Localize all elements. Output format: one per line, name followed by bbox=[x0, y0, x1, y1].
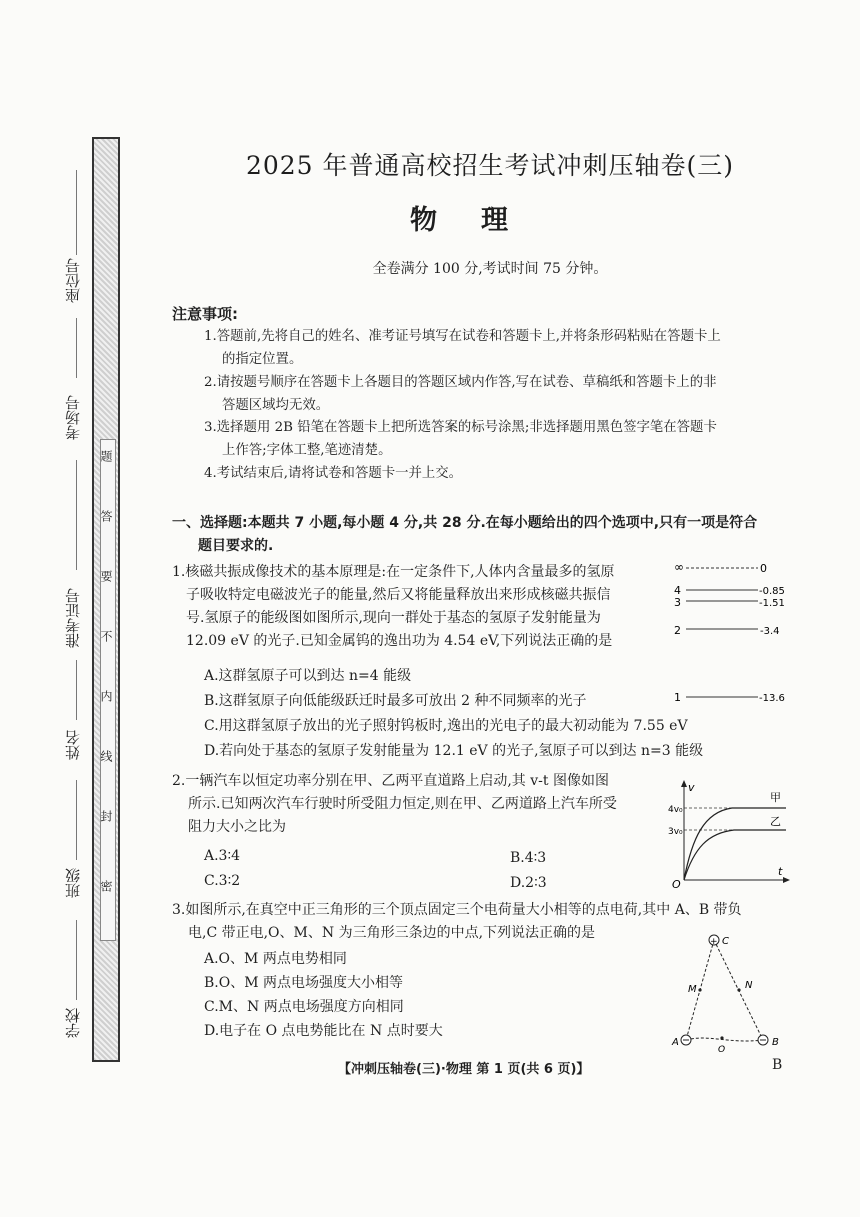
level-e-4: -0.85 bbox=[759, 586, 785, 597]
label-o: O bbox=[718, 1045, 726, 1055]
name-label: 姓名 bbox=[64, 730, 82, 760]
triangle-diagram bbox=[668, 928, 792, 1056]
curve-yi bbox=[684, 830, 786, 880]
notice-item bbox=[204, 462, 792, 485]
school-line bbox=[76, 920, 77, 1000]
exam-title: 2025 年普通高校招生考试冲刺压轴卷(三) bbox=[245, 151, 735, 180]
level-e-2: -3.4 bbox=[760, 626, 780, 637]
question-line: 号.氢原子的能级图如图所示,现向一群处于基态的氢原子发射能量为 bbox=[186, 610, 601, 626]
question-line: 1.核磁共振成像技术的基本原理是:在一定条件下,人体内含量最多的氢原 bbox=[172, 564, 615, 580]
v-axis-label: v bbox=[688, 781, 695, 794]
notice-item bbox=[204, 416, 792, 462]
seal-char: 要 bbox=[99, 570, 113, 582]
curve-yi-label: 乙 bbox=[770, 815, 781, 828]
exam-number-label: 准考证号 bbox=[64, 588, 82, 648]
notice-line: 4.考试结束后,请将试卷和答题卡一并上交。 bbox=[204, 466, 463, 481]
seat-number-label: 座位号 bbox=[64, 258, 82, 303]
label-a: A bbox=[672, 1037, 679, 1048]
notice-item bbox=[204, 371, 792, 417]
seal-line-box bbox=[100, 439, 116, 941]
subject-title: 物理 bbox=[410, 205, 552, 236]
level-e-3: -1.51 bbox=[759, 598, 785, 609]
point-m bbox=[698, 988, 701, 991]
side-ab bbox=[686, 1038, 763, 1041]
seal-char: 密 bbox=[99, 880, 113, 892]
room-number-label: 考场号 bbox=[64, 395, 82, 440]
question-2 bbox=[172, 770, 672, 839]
question-1 bbox=[172, 561, 672, 653]
level-n-4: 4 bbox=[674, 584, 681, 597]
question-3-options bbox=[204, 948, 604, 1043]
label-m: M bbox=[688, 984, 697, 995]
vt-graph bbox=[668, 778, 792, 890]
question-line: 3.如图所示,在真空中正三角形的三个顶点固定三个电荷量大小相等的点电荷,其中 A、B 带负 bbox=[172, 902, 742, 918]
option-a[interactable]: A.这群氢原子可以到达 n=4 能级 bbox=[204, 668, 412, 684]
seal-char: 封 bbox=[99, 810, 113, 822]
option-c[interactable]: C.用这群氢原子放出的光子照射钨板时,逸出的光电子的最大初动能为 7.55 eV bbox=[204, 718, 688, 734]
class-line bbox=[76, 780, 77, 860]
school-label: 学校 bbox=[64, 1008, 82, 1038]
section-line: 一、选择题:本题共 7 小题,每小题 4 分,共 28 分.在每小题给出的四个选项中,只有一项是符合 bbox=[172, 515, 758, 531]
seal-char: 不 bbox=[99, 630, 113, 642]
question-line: 阻力大小之比为 bbox=[188, 819, 286, 835]
level-n-1: 1 bbox=[674, 691, 681, 704]
page-footer: 【冲刺压轴卷(三)·物理 第 1 页(共 6 页)】 bbox=[338, 1062, 590, 1077]
level-e-inf: 0 bbox=[760, 562, 767, 575]
level-e-1: -13.6 bbox=[759, 693, 785, 704]
option-b[interactable]: B.4∶3 bbox=[510, 850, 547, 866]
level-n-3: 3 bbox=[674, 596, 681, 609]
question-line: 12.09 eV 的光子.已知金属钨的逸出功为 4.54 eV,下列说法正确的是 bbox=[186, 633, 613, 649]
option-d[interactable]: D.若向处于基态的氢原子发射能量为 12.1 eV 的光子,氢原子可以到达 n=3 能级 bbox=[204, 743, 704, 759]
notice-heading: 注意事项: bbox=[172, 305, 238, 323]
point-n bbox=[737, 988, 740, 991]
question-line: 所示.已知两次汽车行驶时所受阻力恒定,则在甲、乙两道路上汽车所受 bbox=[188, 796, 617, 812]
option-d[interactable]: D.2∶3 bbox=[510, 875, 547, 891]
energy-level-diagram bbox=[668, 558, 788, 706]
question-line: 电,C 带正电,O、M、N 为三角形三条边的中点,下列说法正确的是 bbox=[188, 925, 596, 941]
origin-label: O bbox=[672, 878, 681, 890]
question-line: 2.一辆汽车以恒定功率分别在甲、乙两平直道路上启动,其 v-t 图像如图 bbox=[172, 773, 609, 789]
room-number-line bbox=[76, 318, 77, 378]
notice-line: 答题区域均无效。 bbox=[222, 398, 330, 413]
notice-line: 2.请按题号顺序在答题卡上各题目的答题区域内作答,写在试卷、草稿纸和答题卡上的非 bbox=[204, 375, 717, 390]
notice-line: 上作答;字体工整,笔迹清楚。 bbox=[222, 443, 392, 458]
t-axis-label: t bbox=[778, 865, 783, 878]
t-axis-arrow bbox=[783, 877, 790, 883]
level-n-inf: ∞ bbox=[674, 560, 684, 574]
notice-item bbox=[204, 325, 792, 371]
question-line: 子吸收特定电磁波光子的能量,然后又将能量释放出来形成核磁共振信 bbox=[186, 587, 611, 603]
label-n: N bbox=[745, 980, 753, 991]
v-axis-arrow bbox=[681, 780, 687, 787]
exam-info: 全卷满分 100 分,考试时间 75 分钟。 bbox=[372, 261, 608, 277]
option-b[interactable]: B.O、M 两点电场强度大小相等 bbox=[204, 975, 404, 991]
seat-number-line bbox=[76, 170, 77, 255]
label-c: C bbox=[722, 936, 729, 947]
seal-char: 答 bbox=[99, 510, 113, 522]
section-line: 题目要求的. bbox=[198, 538, 274, 554]
option-c[interactable]: C.M、N 两点电场强度方向相同 bbox=[204, 999, 404, 1015]
point-o bbox=[720, 1036, 723, 1039]
paper-code: B bbox=[772, 1057, 783, 1073]
section-heading bbox=[172, 512, 788, 558]
option-c[interactable]: C.3∶2 bbox=[204, 873, 241, 889]
seal-char: 线 bbox=[99, 750, 113, 762]
notice-line: 1.答题前,先将自己的姓名、准考证号填写在试卷和答题卡上,并将条形码粘贴在答题卡上 bbox=[204, 329, 721, 344]
seal-char: 内 bbox=[99, 690, 113, 702]
option-b[interactable]: B.这群氢原子向低能级跃迁时最多可放出 2 种不同频率的光子 bbox=[204, 693, 587, 709]
notice-line: 3.选择题用 2B 铅笔在答题卡上把所选答案的标号涂黑;非选择题用黑色签字笔在答题卡 bbox=[204, 420, 717, 435]
exam-number-line bbox=[76, 460, 77, 570]
option-a[interactable]: A.3∶4 bbox=[204, 848, 241, 864]
seal-char: 题 bbox=[99, 450, 113, 462]
class-label: 班级 bbox=[64, 868, 82, 898]
notice-line: 的指定位置。 bbox=[222, 352, 303, 367]
v1-label: 4v₀ bbox=[668, 805, 683, 815]
option-d[interactable]: D.电子在 O 点电势能比在 N 点时要大 bbox=[204, 1023, 443, 1039]
v2-label: 3v₀ bbox=[668, 827, 683, 837]
curve-jia-label: 甲 bbox=[770, 791, 781, 804]
level-n-2: 2 bbox=[674, 624, 681, 637]
plus-sign: + bbox=[710, 937, 718, 947]
option-a[interactable]: A.O、M 两点电势相同 bbox=[204, 951, 347, 967]
label-b: B bbox=[772, 1037, 779, 1048]
name-line bbox=[76, 660, 77, 720]
